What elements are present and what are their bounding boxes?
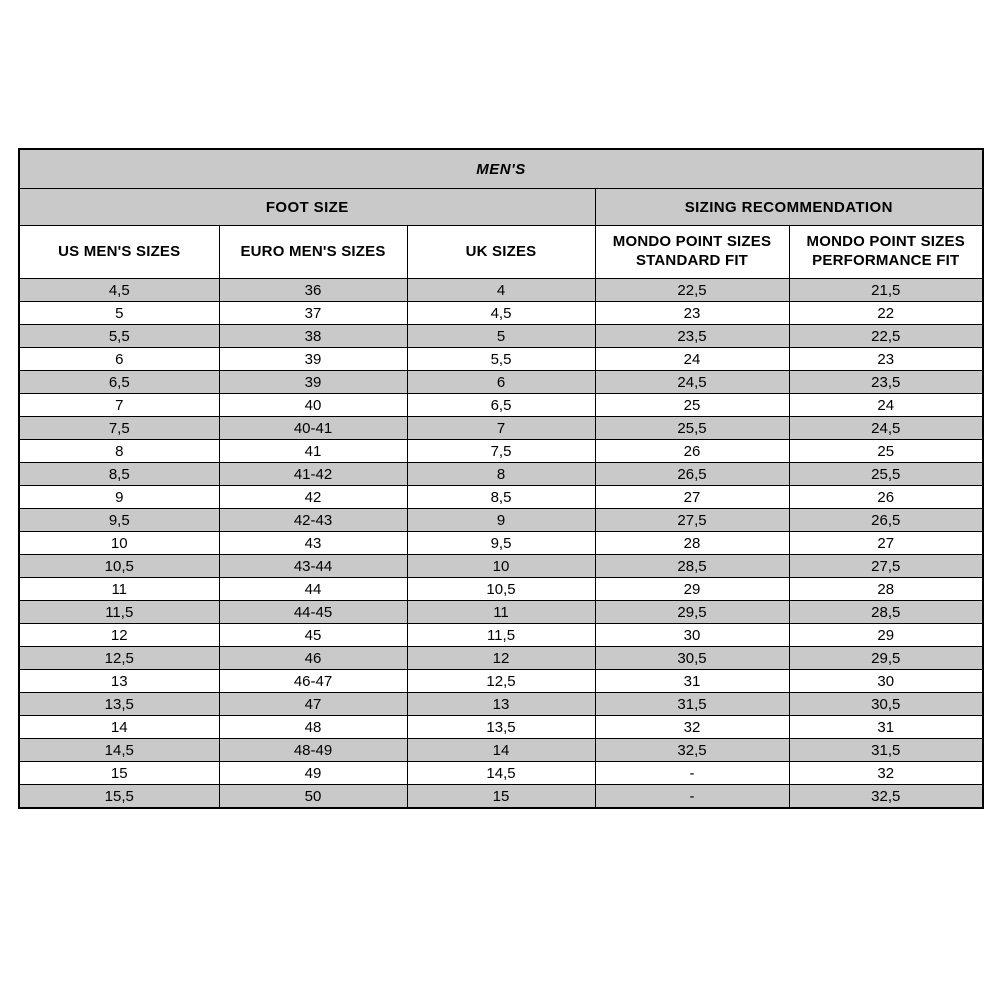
table-cell: 31,5: [789, 739, 983, 762]
table-row: [19, 624, 983, 647]
table-cell: 14: [407, 739, 595, 762]
table-cell: 31: [595, 670, 789, 693]
column-header-uk-sizes: [407, 226, 595, 279]
table-row: [19, 647, 983, 670]
table-cell: 30,5: [789, 693, 983, 716]
table-cell: 44: [219, 578, 407, 601]
table-cell: 28: [595, 532, 789, 555]
group-header-sizing-recommendation: SIZING RECOMMENDATION: [595, 189, 983, 226]
table-cell: 36: [219, 279, 407, 302]
table-cell: 5,5: [19, 325, 219, 348]
table-row: [19, 716, 983, 739]
table-cell: 13,5: [19, 693, 219, 716]
table-cell: 39: [219, 371, 407, 394]
table-row: [19, 739, 983, 762]
table-cell: 28,5: [595, 555, 789, 578]
table-cell: 25: [595, 394, 789, 417]
table-cell: 6,5: [19, 371, 219, 394]
table-cell: 10: [407, 555, 595, 578]
table-cell: 13: [19, 670, 219, 693]
table-cell: 45: [219, 624, 407, 647]
table-cell: 11: [407, 601, 595, 624]
column-header-line: EURO MEN'S SIZES: [240, 242, 386, 260]
table-cell: 27,5: [789, 555, 983, 578]
table-cell: 15: [407, 785, 595, 809]
table-row: [19, 532, 983, 555]
table-cell: 12: [19, 624, 219, 647]
table-cell: 8,5: [19, 463, 219, 486]
table-cell: 30: [789, 670, 983, 693]
table-cell: 29: [789, 624, 983, 647]
table-cell: 29,5: [595, 601, 789, 624]
table-row: [19, 440, 983, 463]
table-cell: 23: [595, 302, 789, 325]
table-cell: 29: [595, 578, 789, 601]
table-cell: 23,5: [595, 325, 789, 348]
table-cell: 28,5: [789, 601, 983, 624]
size-chart-container: [18, 148, 982, 809]
table-cell: 26: [789, 486, 983, 509]
table-row: [19, 509, 983, 532]
table-cell: 25,5: [789, 463, 983, 486]
column-header-mondo-standard-fit: [595, 226, 789, 279]
column-header-line: PERFORMANCE FIT: [812, 252, 960, 269]
table-cell: 44-45: [219, 601, 407, 624]
column-header-row: [19, 226, 983, 279]
table-cell: 32: [595, 716, 789, 739]
column-header-line: MONDO POINT SIZES: [612, 233, 772, 251]
table-cell: 10,5: [407, 578, 595, 601]
table-cell: 24,5: [789, 417, 983, 440]
title-row: [19, 149, 983, 189]
table-cell: 25: [789, 440, 983, 463]
table-cell: 9: [407, 509, 595, 532]
table-cell: 32,5: [595, 739, 789, 762]
table-cell: 49: [219, 762, 407, 785]
table-cell: 46: [219, 647, 407, 670]
table-cell: 43: [219, 532, 407, 555]
table-cell: 14,5: [19, 739, 219, 762]
table-cell: 41-42: [219, 463, 407, 486]
table-cell: 6: [407, 371, 595, 394]
table-cell: 11,5: [407, 624, 595, 647]
table-cell: 8: [407, 463, 595, 486]
table-row: [19, 279, 983, 302]
table-cell: 32: [789, 762, 983, 785]
column-header-us-mens-sizes: [19, 226, 219, 279]
table-cell: 15,5: [19, 785, 219, 809]
size-chart-table: [18, 148, 984, 809]
table-cell: 25,5: [595, 417, 789, 440]
table-cell: 13,5: [407, 716, 595, 739]
table-cell: -: [595, 762, 789, 785]
table-cell: 15: [19, 762, 219, 785]
table-row: [19, 762, 983, 785]
table-cell: 6: [19, 348, 219, 371]
table-cell: 31,5: [595, 693, 789, 716]
table-row: [19, 394, 983, 417]
table-cell: 43-44: [219, 555, 407, 578]
table-cell: 40-41: [219, 417, 407, 440]
table-row: [19, 601, 983, 624]
table-row: [19, 578, 983, 601]
table-cell: 37: [219, 302, 407, 325]
table-cell: 13: [407, 693, 595, 716]
table-row: [19, 785, 983, 809]
table-cell: 7,5: [407, 440, 595, 463]
table-cell: 24: [789, 394, 983, 417]
table-cell: 28: [789, 578, 983, 601]
table-cell: 32,5: [789, 785, 983, 809]
table-cell: 30: [595, 624, 789, 647]
table-cell: 40: [219, 394, 407, 417]
table-cell: 26: [595, 440, 789, 463]
table-cell: 29,5: [789, 647, 983, 670]
table-cell: 12,5: [19, 647, 219, 670]
table-cell: 10: [19, 532, 219, 555]
table-cell: 9,5: [19, 509, 219, 532]
column-header-euro-mens-sizes: [219, 226, 407, 279]
table-cell: 10,5: [19, 555, 219, 578]
table-cell: 7: [407, 417, 595, 440]
table-cell: 26,5: [595, 463, 789, 486]
table-cell: 27: [789, 532, 983, 555]
table-cell: 23: [789, 348, 983, 371]
table-cell: 30,5: [595, 647, 789, 670]
table-cell: 4: [407, 279, 595, 302]
table-cell: 41: [219, 440, 407, 463]
table-row: [19, 371, 983, 394]
table-cell: 8: [19, 440, 219, 463]
table-cell: 46-47: [219, 670, 407, 693]
table-cell: 8,5: [407, 486, 595, 509]
table-cell: 48: [219, 716, 407, 739]
column-header-line: STANDARD FIT: [635, 252, 749, 269]
table-cell: 7,5: [19, 417, 219, 440]
table-cell: 42-43: [219, 509, 407, 532]
table-cell: 14,5: [407, 762, 595, 785]
table-cell: 22,5: [595, 279, 789, 302]
table-cell: 11,5: [19, 601, 219, 624]
table-row: [19, 463, 983, 486]
table-cell: -: [595, 785, 789, 809]
table-cell: 27,5: [595, 509, 789, 532]
table-cell: 27: [595, 486, 789, 509]
table-cell: 48-49: [219, 739, 407, 762]
table-cell: 11: [19, 578, 219, 601]
chart-title: MEN'S: [19, 149, 983, 189]
table-cell: 5: [19, 302, 219, 325]
table-cell: 5,5: [407, 348, 595, 371]
table-cell: 9,5: [407, 532, 595, 555]
table-cell: 50: [219, 785, 407, 809]
column-header-mondo-performance-fit: [789, 226, 983, 279]
table-cell: 12: [407, 647, 595, 670]
group-header-row: [19, 189, 983, 226]
table-cell: 39: [219, 348, 407, 371]
table-cell: 14: [19, 716, 219, 739]
group-header-foot-size: FOOT SIZE: [19, 189, 595, 226]
table-cell: 42: [219, 486, 407, 509]
table-cell: 7: [19, 394, 219, 417]
column-header-line: US MEN'S SIZES: [58, 242, 181, 260]
column-header-line: MONDO POINT SIZES: [806, 233, 965, 251]
table-row: [19, 325, 983, 348]
column-header-line: UK SIZES: [465, 242, 537, 260]
table-cell: 4,5: [407, 302, 595, 325]
table-cell: 22,5: [789, 325, 983, 348]
table-row: [19, 302, 983, 325]
table-cell: 4,5: [19, 279, 219, 302]
table-row: [19, 555, 983, 578]
table-row: [19, 417, 983, 440]
table-cell: 26,5: [789, 509, 983, 532]
table-cell: 9: [19, 486, 219, 509]
size-chart-body: [19, 149, 983, 808]
table-cell: 22: [789, 302, 983, 325]
table-cell: 21,5: [789, 279, 983, 302]
table-cell: 12,5: [407, 670, 595, 693]
table-cell: 24,5: [595, 371, 789, 394]
table-cell: 23,5: [789, 371, 983, 394]
table-row: [19, 348, 983, 371]
table-cell: 38: [219, 325, 407, 348]
table-cell: 31: [789, 716, 983, 739]
table-row: [19, 693, 983, 716]
table-row: [19, 486, 983, 509]
table-cell: 47: [219, 693, 407, 716]
table-cell: 6,5: [407, 394, 595, 417]
table-cell: 24: [595, 348, 789, 371]
table-cell: 5: [407, 325, 595, 348]
table-row: [19, 670, 983, 693]
